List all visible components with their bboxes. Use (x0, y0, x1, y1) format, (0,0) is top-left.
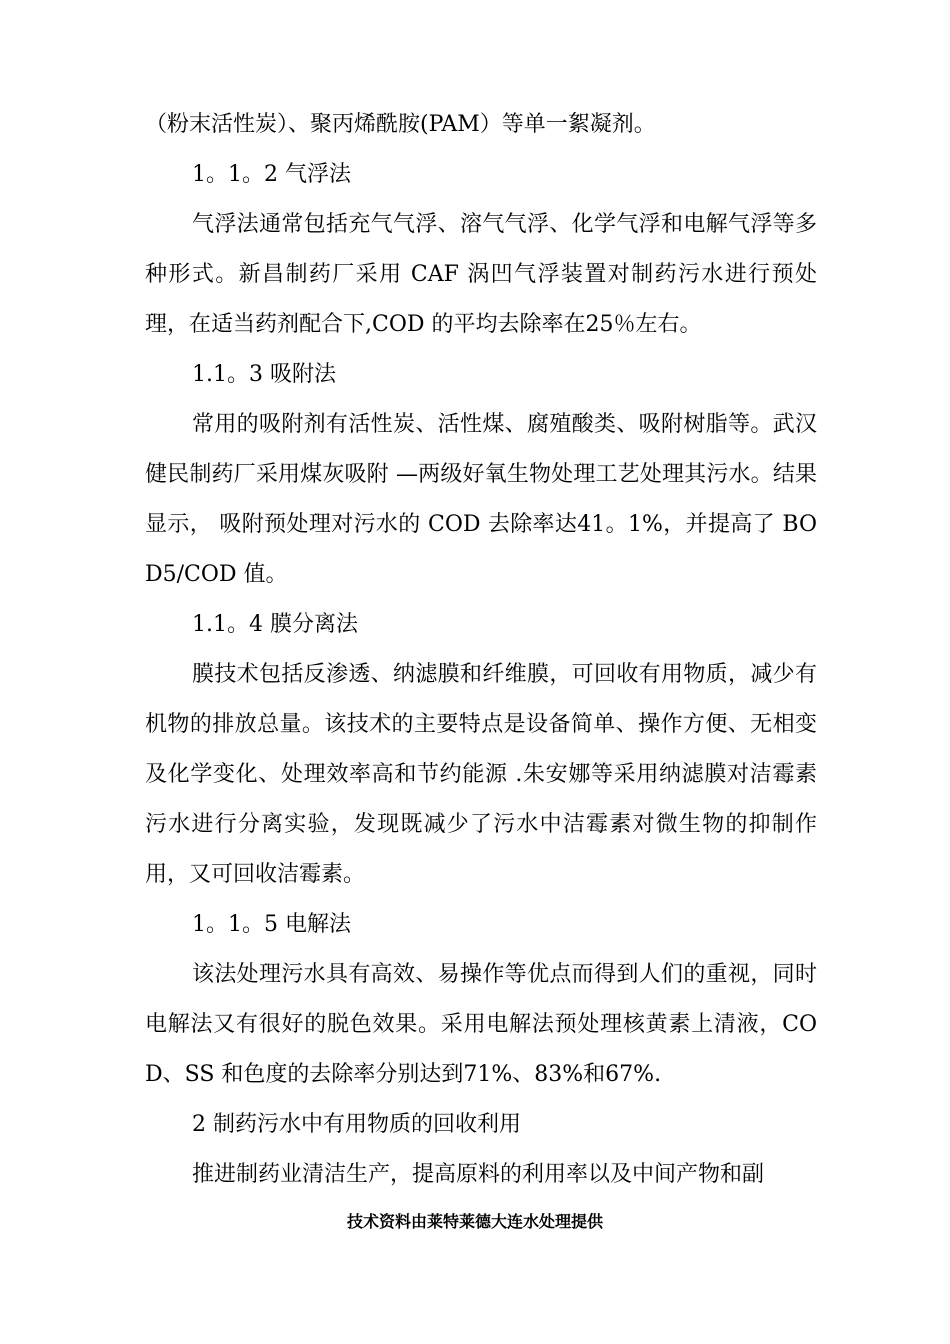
paragraph-recovery: 推进制药业清洁生产，提高原料的利用率以及中间产物和副 (192, 1162, 765, 1187)
paragraph-membrane: 膜技术包括反渗透、纳滤膜和纤维膜，可回收有用物质，减少有机物的排放总量。该技术的主要特点是设备简单、操作方便、无相变及化学变化、处理效率高和节约能源 .朱安娜等采用纳滤膜对洁霉素污水进行分离实验，发现既减少了污水中洁霉素对微生物的抑制作用，又可回收洁霉素。 (145, 662, 817, 887)
section-heading-membrane: 1.1。4 膜分离法 (192, 612, 358, 637)
paragraph-adsorption: 常用的吸附剂有活性炭、活性煤、腐殖酸类、吸附树脂等。武汉健民制药厂采用煤灰吸附 —两级好氧生物处理工艺处理其污水。结果显示， 吸附预处理对污水的 COD 去除率达41。1%，并提高了 BOD5/COD 值。 (145, 412, 817, 587)
section-heading-electrolysis: 1。1。5 电解法 (192, 912, 351, 937)
paragraph-flotation: 气浮法通常包括充气气浮、溶气气浮、化学气浮和电解气浮等多种形式。新昌制药厂采用 CAF 涡凹气浮装置对制药污水进行预处理，在适当药剂配合下,COD 的平均去除率在25％左右。 (145, 212, 817, 337)
section-heading-adsorption: 1.1。3 吸附法 (192, 362, 336, 387)
paragraph-continuation: （粉末活性炭）、聚丙烯酰胺(PAM）等单一絮凝剂。 (145, 112, 656, 137)
page-footer: 技术资料由莱特莱德大连水处理提供 (346, 1212, 603, 1231)
document-body (145, 100, 817, 1200)
section-heading-flotation: 1。1。2 气浮法 (192, 162, 351, 187)
paragraph-electrolysis: 该法处理污水具有高效、易操作等优点而得到人们的重视，同时电解法又有很好的脱色效果。采用电解法预处理核黄素上清液，COD、SS 和色度的去除率分别达到71%、83%和67%. (145, 962, 817, 1087)
section-heading-recovery: 2 制药污水中有用物质的回收利用 (192, 1112, 521, 1137)
